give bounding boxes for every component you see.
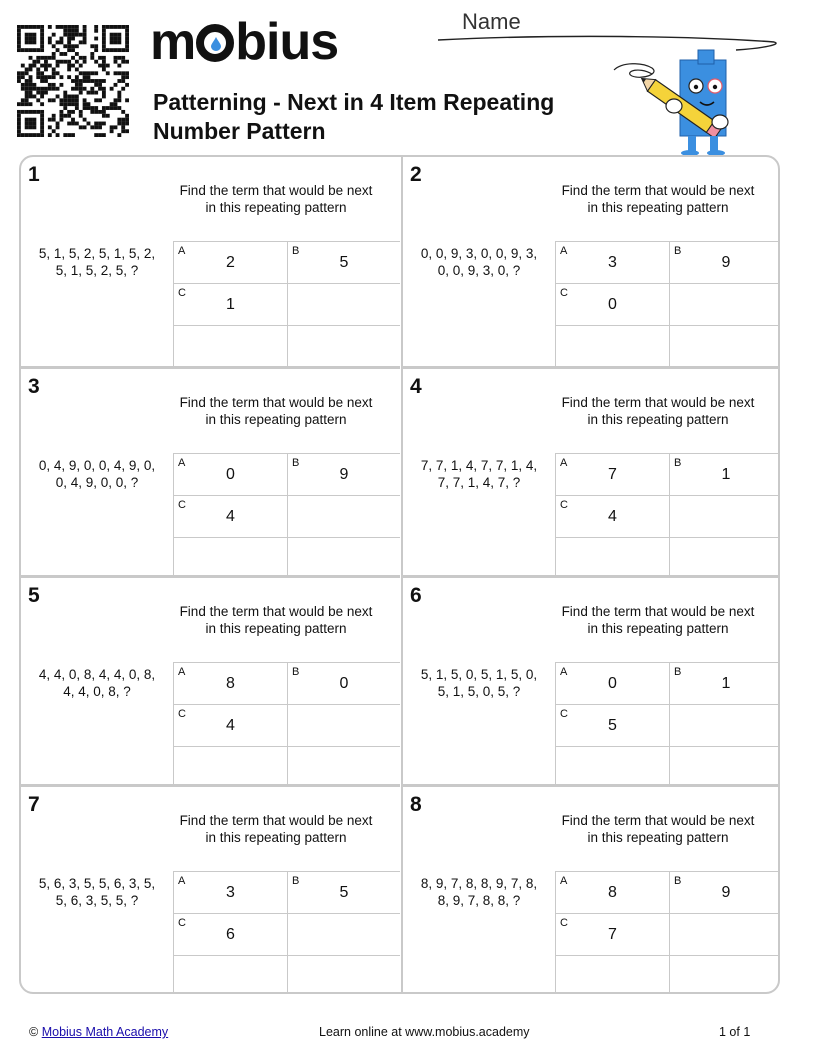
sequence-line-1: 0, 4, 9, 0, 0, 4, 9, 0, bbox=[38, 458, 156, 473]
sequence-line-1: 4, 4, 0, 8, 4, 4, 0, 8, bbox=[38, 667, 156, 682]
answer-letter: A bbox=[560, 875, 568, 887]
question-number: 3 bbox=[28, 375, 40, 398]
prompt-line-1: Find the term that would be next bbox=[561, 813, 755, 828]
empty-answer-box bbox=[669, 746, 780, 787]
mobius-logo: m bius bbox=[150, 13, 339, 71]
prompt-line-2: in this repeating pattern bbox=[587, 199, 729, 215]
prompt-line-1: Find the term that would be next bbox=[561, 183, 755, 198]
empty-answer-box bbox=[669, 955, 780, 994]
answer-option-a[interactable] bbox=[174, 662, 287, 704]
answer-option-b[interactable] bbox=[669, 662, 780, 704]
answer-value: 9 bbox=[339, 466, 349, 483]
answer-value: 1 bbox=[226, 296, 235, 313]
answer-option-a[interactable] bbox=[174, 871, 287, 913]
answer-option-b[interactable] bbox=[669, 453, 780, 495]
answer-letter: A bbox=[560, 457, 568, 469]
empty-answer-box bbox=[287, 283, 400, 325]
answer-letter: B bbox=[292, 666, 300, 678]
question-number: 4 bbox=[410, 375, 422, 398]
question-number: 6 bbox=[410, 584, 422, 607]
worksheet-title bbox=[153, 88, 554, 146]
answer-value: 5 bbox=[339, 254, 349, 271]
prompt-line-1: Find the term that would be next bbox=[561, 395, 755, 410]
prompt-line-2: in this repeating pattern bbox=[205, 411, 347, 427]
answer-option-a[interactable] bbox=[556, 662, 669, 704]
sequence-line-2: 5, 1, 5, 2, 5, ? bbox=[55, 263, 139, 278]
title-line-1: Patterning - Next in 4 Item Repeating bbox=[153, 89, 555, 115]
answer-letter: C bbox=[560, 287, 568, 299]
question-grid bbox=[19, 155, 780, 994]
question-prompt bbox=[555, 813, 761, 846]
number-sequence bbox=[405, 457, 553, 491]
empty-answer-box bbox=[174, 537, 287, 578]
empty-answer-box bbox=[287, 325, 400, 366]
copyright-symbol: © bbox=[29, 1025, 39, 1039]
answer-value: 1 bbox=[721, 466, 731, 483]
empty-answer-box bbox=[669, 283, 780, 325]
answer-option-a[interactable] bbox=[556, 871, 669, 913]
answer-letter: B bbox=[674, 457, 682, 469]
empty-answer-box bbox=[287, 495, 400, 537]
answer-value: 1 bbox=[721, 675, 731, 692]
question-prompt bbox=[173, 604, 379, 637]
answer-option-c[interactable] bbox=[556, 704, 669, 746]
answer-value: 9 bbox=[721, 884, 731, 901]
sequence-line-2: 0, 4, 9, 0, 0, ? bbox=[55, 475, 139, 490]
answer-options bbox=[555, 453, 780, 578]
sequence-line-1: 5, 1, 5, 2, 5, 1, 5, 2, bbox=[38, 246, 156, 261]
answer-letter: B bbox=[674, 666, 682, 678]
answer-letter: B bbox=[292, 245, 300, 257]
prompt-line-1: Find the term that would be next bbox=[179, 183, 373, 198]
empty-answer-box bbox=[287, 704, 400, 746]
number-sequence bbox=[23, 666, 171, 700]
answer-letter: A bbox=[178, 245, 186, 257]
answer-letter: C bbox=[178, 287, 186, 299]
empty-answer-box bbox=[174, 325, 287, 366]
answer-letter: C bbox=[560, 499, 568, 511]
empty-answer-box bbox=[287, 955, 400, 994]
sequence-line-1: 8, 9, 7, 8, 8, 9, 7, 8, bbox=[420, 876, 538, 891]
prompt-line-2: in this repeating pattern bbox=[205, 620, 347, 636]
answer-value: 7 bbox=[608, 926, 617, 943]
number-sequence bbox=[405, 245, 553, 279]
answer-option-b[interactable] bbox=[287, 871, 400, 913]
answer-value: 0 bbox=[339, 675, 349, 692]
answer-value: 4 bbox=[226, 508, 235, 525]
answer-letter: B bbox=[674, 245, 682, 257]
answer-value: 9 bbox=[721, 254, 731, 271]
answer-letter: A bbox=[560, 245, 568, 257]
empty-answer-box bbox=[287, 913, 400, 955]
sequence-line-2: 5, 6, 3, 5, 5, ? bbox=[55, 893, 139, 908]
question-cell bbox=[401, 366, 780, 575]
answer-option-c[interactable] bbox=[174, 704, 287, 746]
question-cell bbox=[401, 157, 780, 366]
question-number: 5 bbox=[28, 584, 40, 607]
question-prompt bbox=[173, 813, 379, 846]
prompt-line-2: in this repeating pattern bbox=[587, 411, 729, 427]
number-sequence bbox=[405, 875, 553, 909]
answer-options bbox=[555, 241, 780, 366]
answer-option-a[interactable] bbox=[556, 453, 669, 495]
answer-option-c[interactable] bbox=[556, 913, 669, 955]
answer-letter: A bbox=[178, 875, 186, 887]
answer-value: 5 bbox=[339, 884, 349, 901]
answer-letter: C bbox=[178, 499, 186, 511]
sequence-line-2: 8, 9, 7, 8, 8, ? bbox=[437, 893, 521, 908]
footer-copyright bbox=[29, 1025, 168, 1039]
question-number: 8 bbox=[410, 793, 422, 816]
number-sequence bbox=[405, 666, 553, 700]
page-number: 1 of 1 bbox=[719, 1025, 751, 1039]
answer-value: 0 bbox=[226, 466, 235, 483]
sequence-line-2: 5, 1, 5, 0, 5, ? bbox=[437, 684, 521, 699]
title-line-2: Number Pattern bbox=[153, 118, 326, 144]
question-cell bbox=[21, 575, 400, 784]
prompt-line-2: in this repeating pattern bbox=[587, 620, 729, 636]
question-prompt bbox=[173, 183, 379, 216]
prompt-line-1: Find the term that would be next bbox=[561, 604, 755, 619]
sequence-line-2: 0, 0, 9, 3, 0, ? bbox=[437, 263, 521, 278]
answer-letter: B bbox=[292, 875, 300, 887]
answer-letter: C bbox=[178, 708, 186, 720]
question-prompt bbox=[555, 604, 761, 637]
empty-answer-box bbox=[174, 955, 287, 994]
sequence-line-2: 7, 7, 1, 4, 7, ? bbox=[437, 475, 521, 490]
name-label: Name bbox=[462, 9, 521, 34]
empty-answer-box bbox=[287, 537, 400, 578]
prompt-line-2: in this repeating pattern bbox=[205, 829, 347, 845]
answer-value: 3 bbox=[608, 254, 617, 271]
empty-answer-box bbox=[556, 955, 669, 994]
answer-value: 7 bbox=[608, 466, 617, 483]
prompt-line-2: in this repeating pattern bbox=[205, 199, 347, 215]
answer-value: 8 bbox=[226, 675, 235, 692]
sequence-line-1: 5, 6, 3, 5, 5, 6, 3, 5, bbox=[38, 876, 156, 891]
answer-value: 4 bbox=[608, 508, 617, 525]
empty-answer-box bbox=[669, 913, 780, 955]
answer-option-c[interactable] bbox=[556, 495, 669, 537]
answer-option-c[interactable] bbox=[556, 283, 669, 325]
empty-answer-box bbox=[669, 537, 780, 578]
answer-value: 5 bbox=[608, 717, 617, 734]
answer-value: 2 bbox=[226, 254, 235, 271]
answer-letter: B bbox=[292, 457, 300, 469]
prompt-line-1: Find the term that would be next bbox=[179, 813, 373, 828]
empty-answer-box bbox=[669, 325, 780, 366]
answer-option-b[interactable] bbox=[287, 662, 400, 704]
question-prompt bbox=[555, 395, 761, 428]
answer-option-b[interactable] bbox=[669, 241, 780, 283]
prompt-line-2: in this repeating pattern bbox=[587, 829, 729, 845]
answer-options bbox=[173, 871, 400, 994]
question-cell bbox=[21, 784, 400, 993]
answer-value: 0 bbox=[608, 296, 617, 313]
answer-option-a[interactable] bbox=[174, 241, 287, 283]
mobius-academy-link[interactable]: Mobius Math Academy bbox=[41, 1025, 169, 1039]
answer-letter: A bbox=[178, 457, 186, 469]
answer-letter: A bbox=[560, 666, 568, 678]
answer-option-b[interactable] bbox=[669, 871, 780, 913]
question-cell bbox=[401, 784, 780, 993]
answer-value: 0 bbox=[608, 675, 617, 692]
logo-drop-icon bbox=[196, 24, 234, 62]
question-number: 7 bbox=[28, 793, 40, 816]
sequence-line-2: 4, 4, 0, 8, ? bbox=[63, 684, 131, 699]
empty-answer-box bbox=[669, 495, 780, 537]
answer-options bbox=[173, 662, 400, 787]
answer-value: 4 bbox=[226, 717, 235, 734]
answer-letter: C bbox=[560, 708, 568, 720]
answer-option-c[interactable] bbox=[174, 283, 287, 325]
number-sequence bbox=[23, 457, 171, 491]
answer-value: 3 bbox=[226, 884, 235, 901]
footer-center-text: Learn online at www.mobius.academy bbox=[319, 1025, 530, 1039]
answer-options bbox=[555, 662, 780, 787]
empty-answer-box bbox=[287, 746, 400, 787]
answer-letter: C bbox=[178, 917, 186, 929]
answer-options bbox=[173, 453, 400, 578]
prompt-line-1: Find the term that would be next bbox=[179, 395, 373, 410]
question-cell bbox=[21, 366, 400, 575]
number-sequence bbox=[23, 245, 171, 279]
question-cell bbox=[401, 575, 780, 784]
sequence-line-1: 5, 1, 5, 0, 5, 1, 5, 0, bbox=[420, 667, 538, 682]
answer-option-a[interactable] bbox=[174, 453, 287, 495]
sequence-line-1: 7, 7, 1, 4, 7, 7, 1, 4, bbox=[420, 458, 538, 473]
question-cell bbox=[21, 157, 400, 366]
answer-value: 8 bbox=[608, 884, 617, 901]
answer-option-b[interactable] bbox=[287, 453, 400, 495]
answer-option-b[interactable] bbox=[287, 241, 400, 283]
empty-answer-box bbox=[669, 704, 780, 746]
question-prompt bbox=[173, 395, 379, 428]
mascot-icon bbox=[612, 48, 737, 156]
empty-answer-box bbox=[174, 746, 287, 787]
prompt-line-1: Find the term that would be next bbox=[179, 604, 373, 619]
question-prompt bbox=[555, 183, 761, 216]
answer-options bbox=[555, 871, 780, 994]
empty-answer-box bbox=[556, 325, 669, 366]
answer-letter: C bbox=[560, 917, 568, 929]
answer-option-c[interactable] bbox=[174, 495, 287, 537]
sequence-line-1: 0, 0, 9, 3, 0, 0, 9, 3, bbox=[420, 246, 538, 261]
answer-option-c[interactable] bbox=[174, 913, 287, 955]
answer-letter: A bbox=[178, 666, 186, 678]
empty-answer-box bbox=[556, 746, 669, 787]
empty-answer-box bbox=[556, 537, 669, 578]
number-sequence bbox=[23, 875, 171, 909]
question-number: 1 bbox=[28, 163, 40, 186]
answer-options bbox=[173, 241, 400, 366]
answer-value: 6 bbox=[226, 926, 235, 943]
answer-letter: B bbox=[674, 875, 682, 887]
answer-option-a[interactable] bbox=[556, 241, 669, 283]
question-number: 2 bbox=[410, 163, 422, 186]
qr-code-icon bbox=[16, 25, 130, 137]
